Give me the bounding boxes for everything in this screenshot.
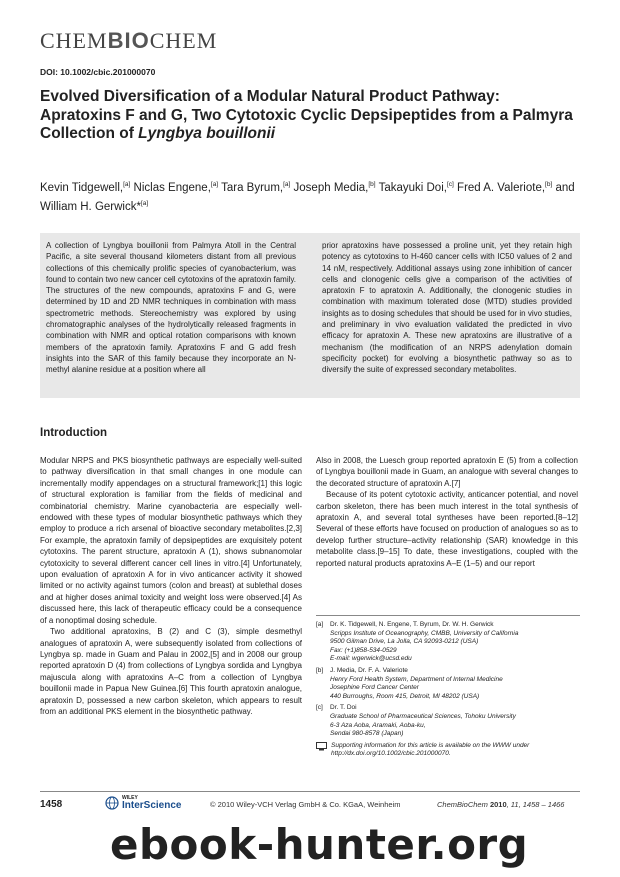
journal-header: CHEMBIOCHEM [40,28,218,53]
paragraph: Two additional apratoxins, B (2) and C (3), simple desmethyl analogues of apratoxin A, were subsequently isolated from collections of Lyngbya sp. made in Guam and Palau in 2002,[5] and in 2008 our group reported apratoxin D (4) from collections of Lyngbya sordida and Lyngbya majuscula along with apratoxins A–C from a collection of Lyngbya bouillonii made in Papua New Guinea.[6] This fourth apratoxin analogue, apratoxin D, possessed a new carbon skeleton, which appears to result from an additional PKS element in the biosynthetic pathway. [40,627,302,716]
affiliation-marker: [c] [446,181,454,188]
citation: ChemBioChem 2010, 11, 1458 – 1466 [437,800,565,809]
affiliation-marker: [b] [368,181,376,188]
watermark: ebook-hunter.org [110,820,529,869]
author-name: Kevin Tidgewell, [40,181,124,194]
globe-icon [105,796,119,810]
affiliation-marker: [a] [283,181,291,188]
paragraph: Because of its potent cytotoxic activity, anticancer potential, and novel carbon skeleton, there has been much interest in the total synthesis of apratoxin A, and several total syntheses have been reported.[8–12] Several of these efforts have focused on production of analogues so as to develop further structure–activity relationship (SAR) knowledge in this metabolite class.[9–15] To date, these investigations, coupled with the reported natural products apratoxins A–E (1–5) and our report [316,490,578,568]
abstract-left: A collection of Lyngbya bouillonii from Palmyra Atoll in the Central Pacific, a site several thousand kilometers distant from all previous collections of this chemically prolific species of cyanobacterium, was found to contain two new cancer cell cytotoxins of the apratoxin family. The structures of the new compounds, apratoxins F and G, were determined by 1D and 2D NMR techniques in combination with mass spectrometric methods. Stereochemistry was explored by using chromatographic analyses of the hydrolytically released fragments in combination with NMR and optical rotation comparisons with known members of the apratoxin family. Apratoxins F and G add fresh insights into the SAR of this family because they incorporate an N-methyl alanine residue at a position where all [46,241,296,375]
author-name: and William H. Gerwick* [40,181,575,214]
body-column-right [316,455,578,569]
affiliation-marker: [a] [123,181,131,188]
email-link[interactable]: E-mail: wgerwick@ucsd.edu [330,655,412,663]
doi[interactable]: DOI: 10.1002/cbic.201000070 [40,67,156,77]
author-name: Joseph Media, [290,181,369,194]
wiley-logo: WILEY InterScience [105,795,181,811]
abstract-box [40,233,580,398]
author-name: Fred A. Valeriote, [453,181,546,194]
affiliation-divider [316,615,580,616]
author-name: Tara Byrum, [218,181,284,194]
affiliation-b: [b] J. Media, Dr. F. A. Valeriote Henry Ford Health System, Department of Internal Medicine Josephine Ford Cancer Center 440 Burroughs, Room 415, Detroit, MI 48202 (USA) [316,666,503,700]
affiliation-marker: [a] [210,181,219,188]
page-number: 1458 [40,799,63,810]
affiliation-marker: [a] [140,200,149,208]
affiliation-marker: [b] [545,181,553,188]
author-name: Takayuki Doi, [375,181,447,194]
affiliation-a: [a] Dr. K. Tidgewell, N. Engene, T. Byrum, Dr. W. H. Gerwick Scripps Institute of Oceanography, CMBB, University of California 9500 Gilman Drive, La Jolla, CA 92093-0212 (USA) Fax: (+1)858-534-0529 E-mail: wgerwick@ucsd.edu [316,621,519,663]
paragraph: Also in 2008, the Luesch group reported apratoxin E (5) from a collection of Lyngbya bouillonii made in Guam, an analogue with several changes to the decorated structure of apratoxin A.[7] [316,456,578,488]
article-title: Evolved Diversification of a Modular Natural Product Pathway: Apratoxins F and G, Two Cytotoxic Cyclic Depsipeptides from a Palmyra Collection of Lyngbya bouillonii [40,88,573,142]
author-list [40,177,580,216]
paragraph: Modular NRPS and PKS biosynthetic pathways are especially well-suited to pathway diversification in that small changes in one module can incrementally modify appendages on a structural framework;[1] this logic of structural exploration is familiar from the fields of medicinal and combinatorial chemistry. Marine cyanobacteria are especially well-endowed with these types of modular biosynthetic pathways which they employ to produce a rich arsenal of bioactive secondary metabolites.[2,3] For example, the apratoxin family of depsipeptides are exquisitely potent cytotoxins. The parent structure, apratoxin A (1), shows subnanomolar cytotoxicity to several different cancer cell lines in vitro.[4] Unfortunately, upon evaluation of apratoxin A for in vivo anticancer activity it showed limited or no activity against tumors (colon and breast) at sublethal doses and at higher doses animal toxicity and weight loss were observed.[4] As discussed here, this lack of therapeutic efficacy could be a consequence of a nonoptimal dosing schedule. [40,456,302,625]
computer-icon [316,742,327,751]
copyright: © 2010 Wiley-VCH Verlag GmbH & Co. KGaA, Weinheim [210,800,401,809]
affiliations [316,621,580,759]
author-name: Niclas Engene, [130,181,211,194]
supporting-info: Supporting information for this article is available on the WWW under http://dx.doi.org/10.1002/cbic.201000070. [316,742,580,759]
supporting-link[interactable]: http://dx.doi.org/10.1002/cbic.201000070. [331,750,451,758]
section-heading: Introduction [40,427,108,439]
body-column-left [40,455,302,717]
footer-divider [40,791,580,792]
abstract-right: prior apratoxins have possessed a proline unit, yet they retain high potency as cytotoxins to H-460 cancer cells with IC50 values of 2 and 14 nM, respectively. Additional assays using zone inhibition of cancer cells and clonogenic cells give a comparison of the activities of apratoxin F to apratoxin A. Additionally, the clonogenic studies in combination with maximum tolerated dose (MTD) studies provided insights as to dosing schedules that should be used for in vivo studies, and preliminary in vivo evaluation validated the predicted in vivo efficacy for apratoxin A. These new apratoxins are illustrative of a mechanism (the modification of an NRPS adenylation domain specificity pocket) for evolving a biosynthetic pathway so as to diversify the suite of expressed secondary metabolites. [322,241,572,375]
affiliation-c: [c] Dr. T. Doi Graduate School of Pharmaceutical Sciences, Tohoku University 6-3 Aza Aoba, Aramaki, Aoba-ku, Sendai 980-8578 (Japan) [316,704,516,738]
